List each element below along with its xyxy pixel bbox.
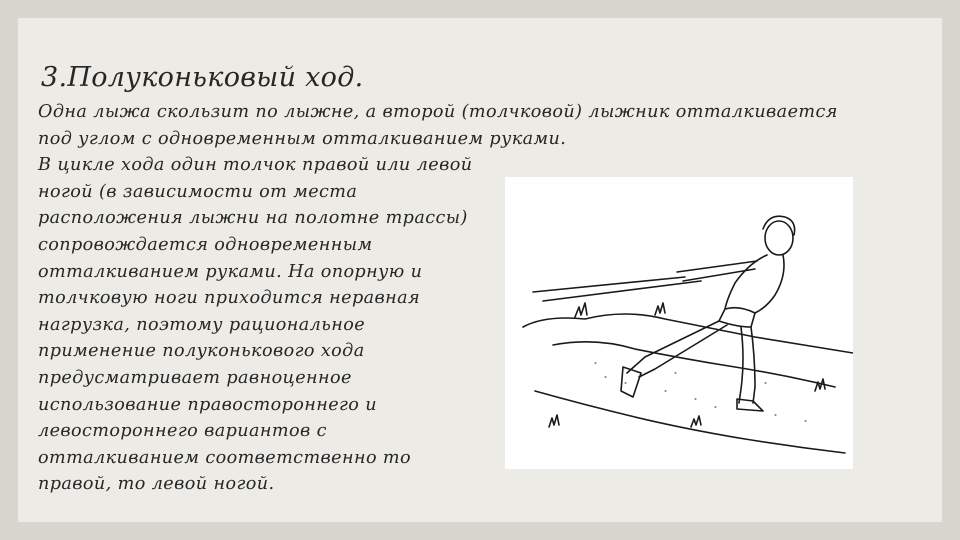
slide-title: 3.Полуконьковый ход. [41, 62, 364, 93]
skier-hair [763, 216, 795, 235]
skier-drawing [505, 177, 853, 469]
skier-leg-pushing [627, 321, 727, 377]
body-line: Одна лыжа скользит по лыжне, а второй (толчковой) лыжник отталкивается [38, 102, 838, 122]
skier-head [765, 221, 793, 255]
body-line: толчковую ноги приходится неравная [38, 288, 421, 309]
skier-leg-support [739, 327, 755, 403]
body-line: применение полуконькового хода [38, 341, 365, 362]
body-line: отталкиванием соответственно то [38, 447, 412, 468]
body-line: левостороннего вариантов с [38, 421, 327, 442]
body-line: предусматривает равноценное [38, 367, 352, 388]
grass-tuft [815, 379, 825, 391]
slide [18, 18, 942, 522]
grass-tuft [691, 416, 701, 427]
body-line: ногой (в зависимости от места [38, 181, 358, 202]
track-groove-line [553, 342, 835, 387]
body-line: под углом с одновременным отталкиванием руками. [38, 128, 567, 149]
body-line: использование правостороннего и [38, 394, 378, 415]
skier-shorts [719, 308, 755, 327]
ski-line [533, 277, 685, 292]
track-upper-edge [523, 314, 853, 353]
skier-foot [737, 399, 763, 411]
body-line: В цикле хода один толчок правой или левой [38, 155, 473, 176]
body-line: правой, то левой ногой. [38, 474, 275, 495]
grass-tuft [655, 303, 665, 315]
grass-tuft [575, 303, 587, 317]
snow-texture [595, 363, 806, 421]
body-line: отталкиванием руками. На опорную и [38, 261, 423, 282]
track-lower-edge [535, 391, 845, 453]
body-line: нагрузка, поэтому рациональное [38, 314, 366, 335]
skier-foot [621, 367, 641, 397]
body-line: сопровождается одновременным [38, 234, 373, 255]
grass-tuft [549, 415, 559, 427]
body-line: расположения лыжни на полотне трассы) [38, 208, 468, 229]
skier-illustration [505, 177, 853, 469]
